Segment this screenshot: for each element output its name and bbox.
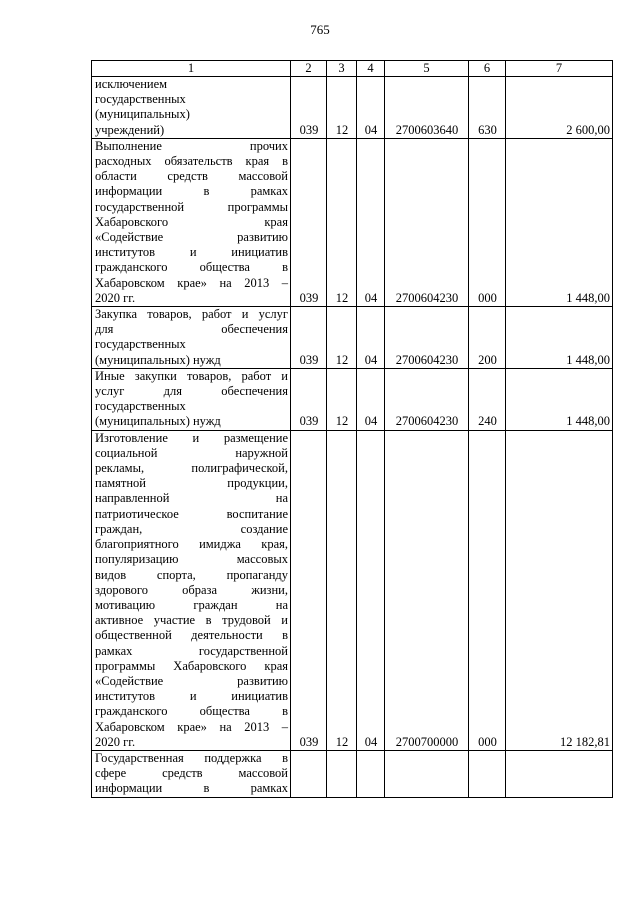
row-description <box>92 430 291 750</box>
budget-table <box>91 60 613 798</box>
column-header: 7 <box>506 61 613 77</box>
column-header: 6 <box>469 61 506 77</box>
target-item-code: 2700700000 <box>385 430 469 750</box>
subsection-code: 04 <box>357 307 385 369</box>
description-line: институтов и инициатив <box>95 689 288 704</box>
expense-type-code: 240 <box>469 368 506 430</box>
description-line: Закупка товаров, работ и услуг <box>95 307 288 322</box>
description-line: популяризацию массовых <box>95 552 288 567</box>
expense-type-code: 200 <box>469 307 506 369</box>
description-line: благоприятного имиджа края, <box>95 537 288 552</box>
column-header: 3 <box>327 61 357 77</box>
table-header-row <box>92 61 613 77</box>
column-header: 5 <box>385 61 469 77</box>
description-line: информации в рамках <box>95 184 288 199</box>
description-line: программы Хабаровского края <box>95 658 288 673</box>
row-description <box>92 77 291 139</box>
table-row <box>92 77 613 139</box>
description-line: граждан, создание <box>95 521 288 536</box>
ministry-code: 039 <box>291 77 327 139</box>
section-code <box>327 750 357 797</box>
description-line: общественной деятельности в <box>95 628 288 643</box>
page-number: 765 <box>310 22 330 37</box>
description-line: Хабаровского края <box>95 214 288 229</box>
target-item-code: 2700604230 <box>385 368 469 430</box>
column-header: 4 <box>357 61 385 77</box>
expense-type-code: 000 <box>469 430 506 750</box>
subsection-code: 04 <box>357 138 385 306</box>
description-line: рамках государственной <box>95 643 288 658</box>
target-item-code <box>385 750 469 797</box>
row-description <box>92 368 291 430</box>
description-line: «Содействие развитию <box>95 673 288 688</box>
description-line: информации в рамках <box>95 781 288 796</box>
description-line: государственных <box>95 337 186 352</box>
section-code: 12 <box>327 368 357 430</box>
description-line: гражданского общества в <box>95 260 288 275</box>
description-line: Выполнение прочих <box>95 138 288 153</box>
description-line: сфере средств массовой <box>95 766 288 781</box>
table-row <box>92 368 613 430</box>
amount: 1 448,00 <box>506 307 613 369</box>
description-line: области средств массовой <box>95 169 288 184</box>
row-description <box>92 750 291 797</box>
description-line: патриотическое воспитание <box>95 506 288 521</box>
section-code: 12 <box>327 430 357 750</box>
description-line: Хабаровском крае» на 2013 – <box>95 275 288 290</box>
table-row <box>92 307 613 369</box>
description-line: 2020 гг. <box>95 734 136 749</box>
description-line: видов спорта, пропаганду <box>95 567 288 582</box>
description-line: государственных <box>95 92 186 107</box>
description-line: (муниципальных) <box>95 107 190 122</box>
section-code: 12 <box>327 77 357 139</box>
description-line: направленной на <box>95 491 288 506</box>
row-description <box>92 138 291 306</box>
subsection-code: 04 <box>357 368 385 430</box>
column-header: 1 <box>92 61 291 77</box>
target-item-code: 2700604230 <box>385 307 469 369</box>
description-line: рекламы, полиграфической, <box>95 461 288 476</box>
description-line: Хабаровском крае» на 2013 – <box>95 719 288 734</box>
amount: 1 448,00 <box>506 368 613 430</box>
ministry-code: 039 <box>291 138 327 306</box>
amount: 1 448,00 <box>506 138 613 306</box>
description-line: памятной продукции, <box>95 476 288 491</box>
description-line: исключением <box>95 77 168 91</box>
amount: 2 600,00 <box>506 77 613 139</box>
expense-type-code: 630 <box>469 77 506 139</box>
description-line: гражданского общества в <box>95 704 288 719</box>
ministry-code: 039 <box>291 307 327 369</box>
ministry-code: 039 <box>291 368 327 430</box>
description-line: мотивацию граждан на <box>95 597 288 612</box>
description-line: здорового образа жизни, <box>95 582 288 597</box>
description-line: институтов и инициатив <box>95 245 288 260</box>
description-line: активное участие в трудовой и <box>95 613 288 628</box>
expense-type-code: 000 <box>469 138 506 306</box>
target-item-code: 2700603640 <box>385 77 469 139</box>
table-row <box>92 430 613 750</box>
description-line: Изготовление и размещение <box>95 430 288 445</box>
amount <box>506 750 613 797</box>
expense-type-code <box>469 750 506 797</box>
table-row <box>92 750 613 797</box>
section-code: 12 <box>327 307 357 369</box>
description-line: Иные закупки товаров, работ и <box>95 368 288 383</box>
subsection-code <box>357 750 385 797</box>
row-description <box>92 307 291 369</box>
description-line: государственной программы <box>95 199 288 214</box>
description-line: услуг для обеспечения <box>95 384 288 399</box>
description-line: 2020 гг. <box>95 290 136 305</box>
description-line: для обеспечения <box>95 322 288 337</box>
target-item-code: 2700604230 <box>385 138 469 306</box>
description-line: учреждений) <box>95 122 165 137</box>
ministry-code: 039 <box>291 430 327 750</box>
subsection-code: 04 <box>357 430 385 750</box>
section-code: 12 <box>327 138 357 306</box>
description-line: социальной наружной <box>95 445 288 460</box>
table-row <box>92 138 613 306</box>
column-header: 2 <box>291 61 327 77</box>
description-line: (муниципальных) нужд <box>95 352 221 367</box>
description-line: (муниципальных) нужд <box>95 414 221 429</box>
amount: 12 182,81 <box>506 430 613 750</box>
description-line: государственных <box>95 399 186 414</box>
ministry-code <box>291 750 327 797</box>
description-line: расходных обязательств края в <box>95 154 288 169</box>
description-line: Государственная поддержка в <box>95 750 288 765</box>
description-line: «Содействие развитию <box>95 230 288 245</box>
subsection-code: 04 <box>357 77 385 139</box>
